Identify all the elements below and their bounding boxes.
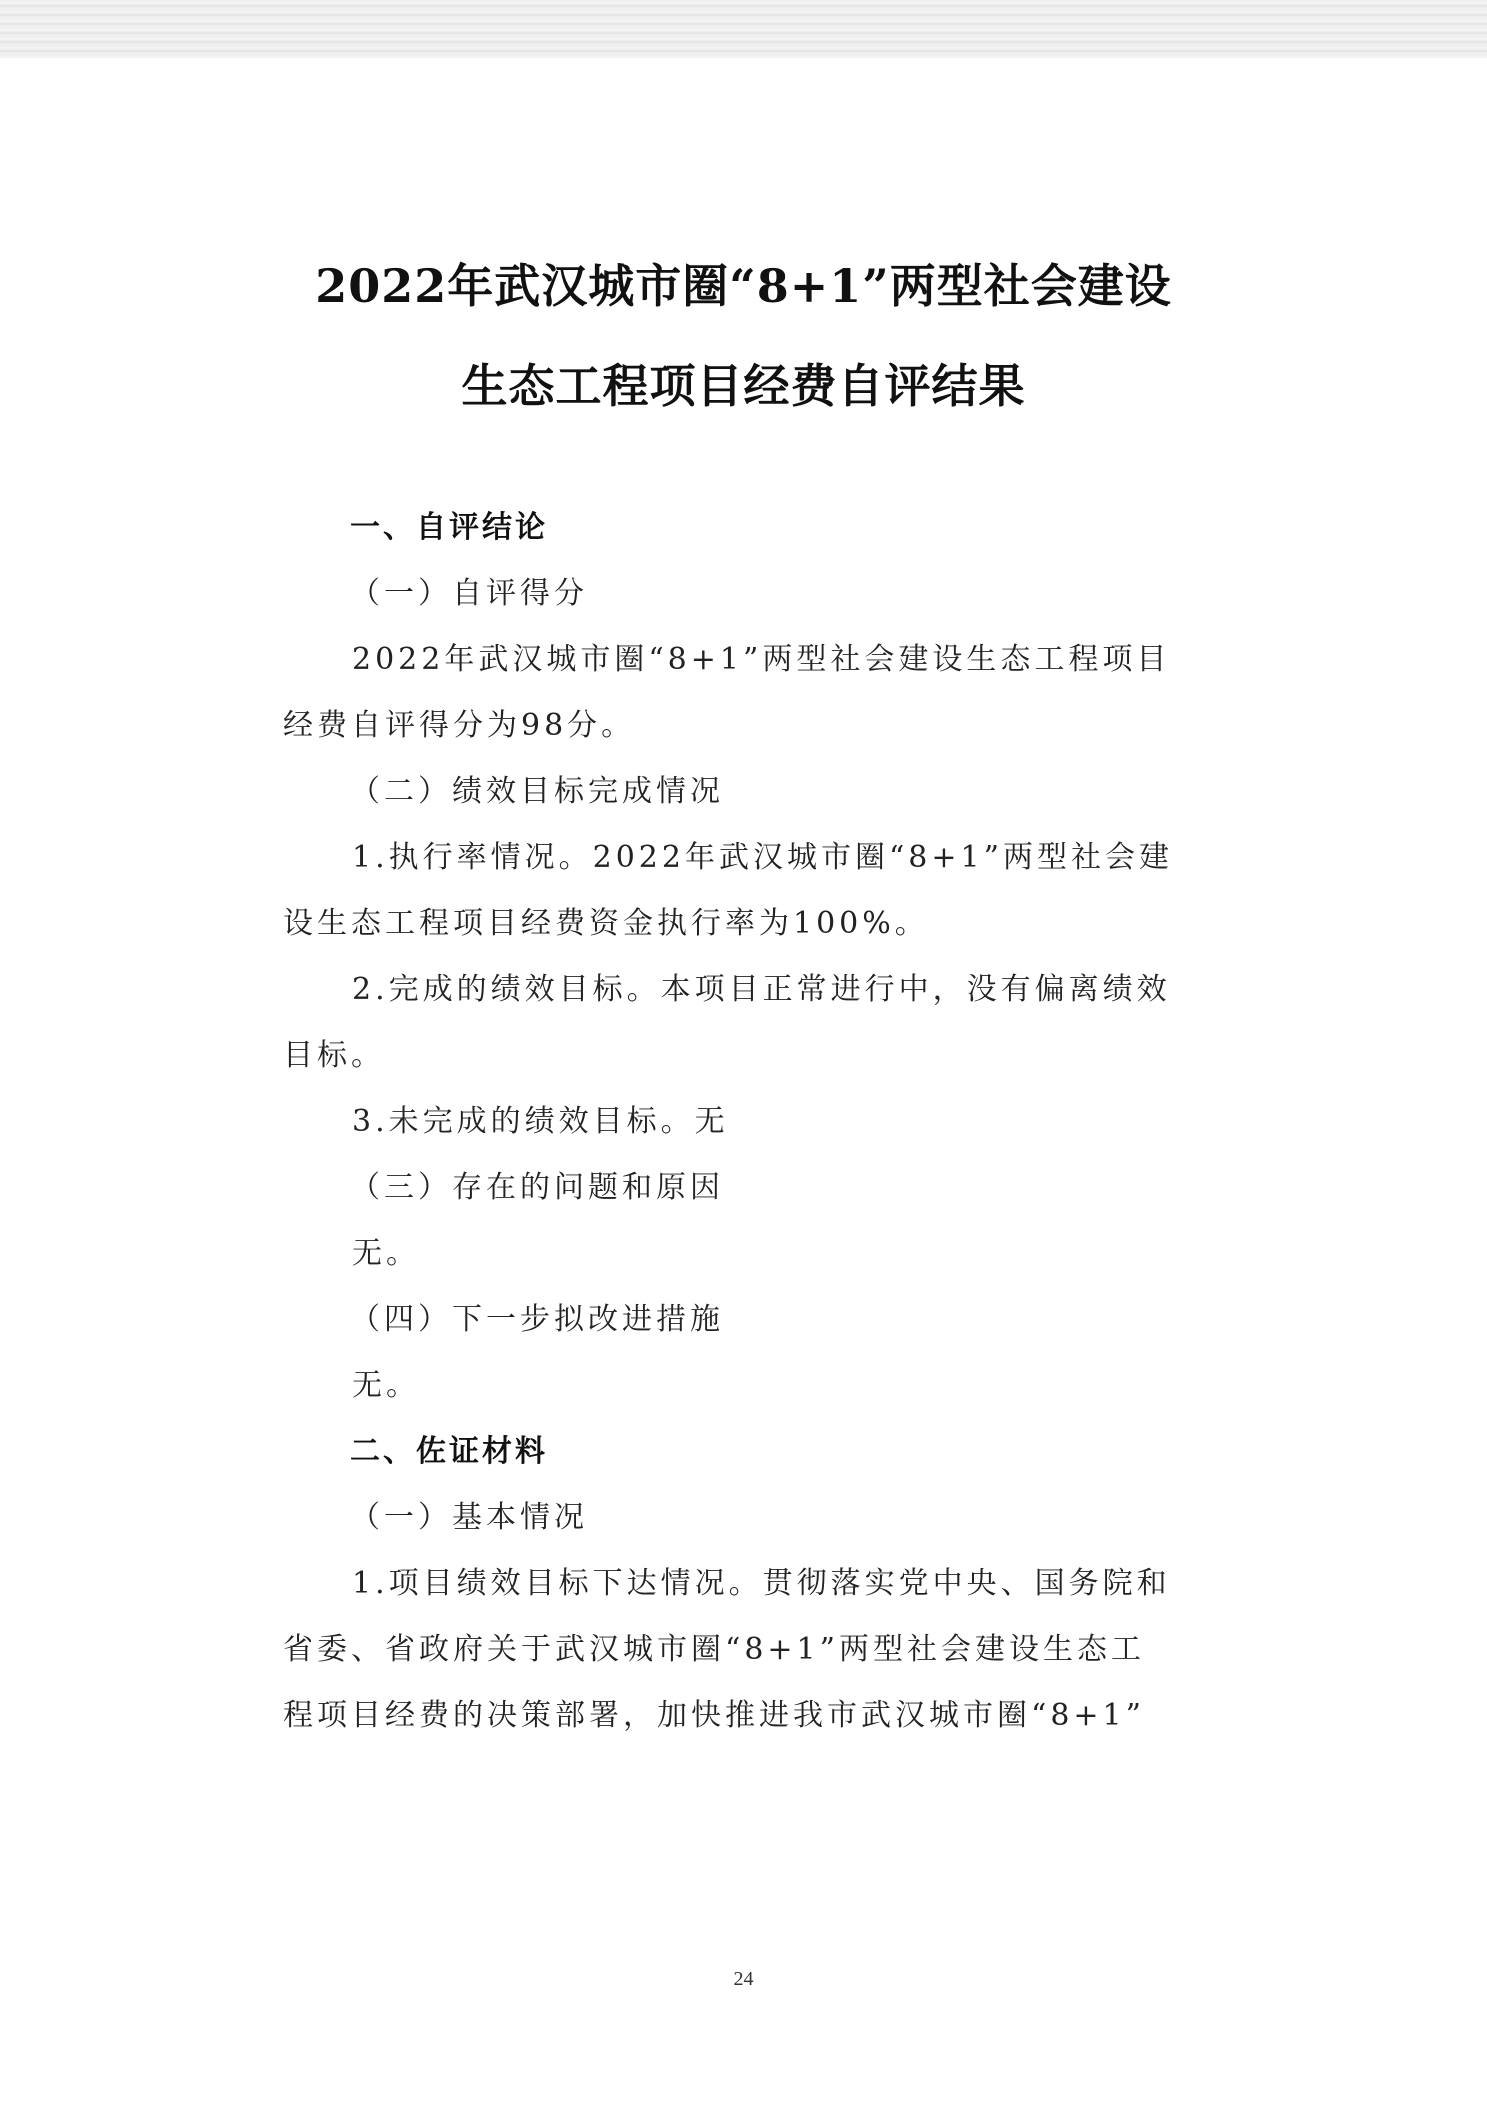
document-title-line-2: 生态工程项目经费自评结果 [461, 359, 1026, 413]
paragraph-line: 2022年武汉城市圈“8+1”两型社会建设生态工程项目 [352, 642, 1171, 677]
subsection-heading-basic-info: （一）基本情况 [350, 1500, 588, 1535]
document-title-line-1: 2022年武汉城市圈“8+1”两型社会建设 [315, 259, 1172, 313]
page-number: 24 [733, 1968, 754, 1990]
subsection-heading-problems: （三）存在的问题和原因 [350, 1170, 724, 1205]
subsection-heading-next-steps: （四）下一步拟改进措施 [350, 1302, 724, 1337]
paragraph-line: 无。 [352, 1236, 420, 1271]
paragraph-line: 省委、省政府关于武汉城市圈“8+1”两型社会建设生态工 [283, 1632, 1145, 1667]
paragraph-line: 程项目经费的决策部署，加快推进我市武汉城市圈“8+1” [283, 1698, 1145, 1733]
paragraph-line: 2.完成的绩效目标。本项目正常进行中，没有偏离绩效 [352, 972, 1171, 1007]
subsection-heading-score: （一）自评得分 [350, 576, 588, 611]
paragraph-line: 1.执行率情况。2022年武汉城市圈“8+1”两型社会建 [352, 840, 1173, 875]
paragraph-line: 1.项目绩效目标下达情况。贯彻落实党中央、国务院和 [352, 1566, 1171, 1601]
paragraph-line: 3.未完成的绩效目标。无 [352, 1104, 729, 1139]
subsection-heading-performance: （二）绩效目标完成情况 [350, 774, 724, 809]
section-heading-evidence: 二、佐证材料 [350, 1434, 548, 1469]
paragraph-line: 目标。 [283, 1038, 385, 1073]
paragraph-line: 经费自评得分为98分。 [283, 708, 636, 743]
section-heading-conclusion: 一、自评结论 [350, 510, 548, 545]
paragraph-line: 无。 [352, 1368, 420, 1403]
paragraph-line: 设生态工程项目经费资金执行率为100%。 [283, 906, 929, 941]
